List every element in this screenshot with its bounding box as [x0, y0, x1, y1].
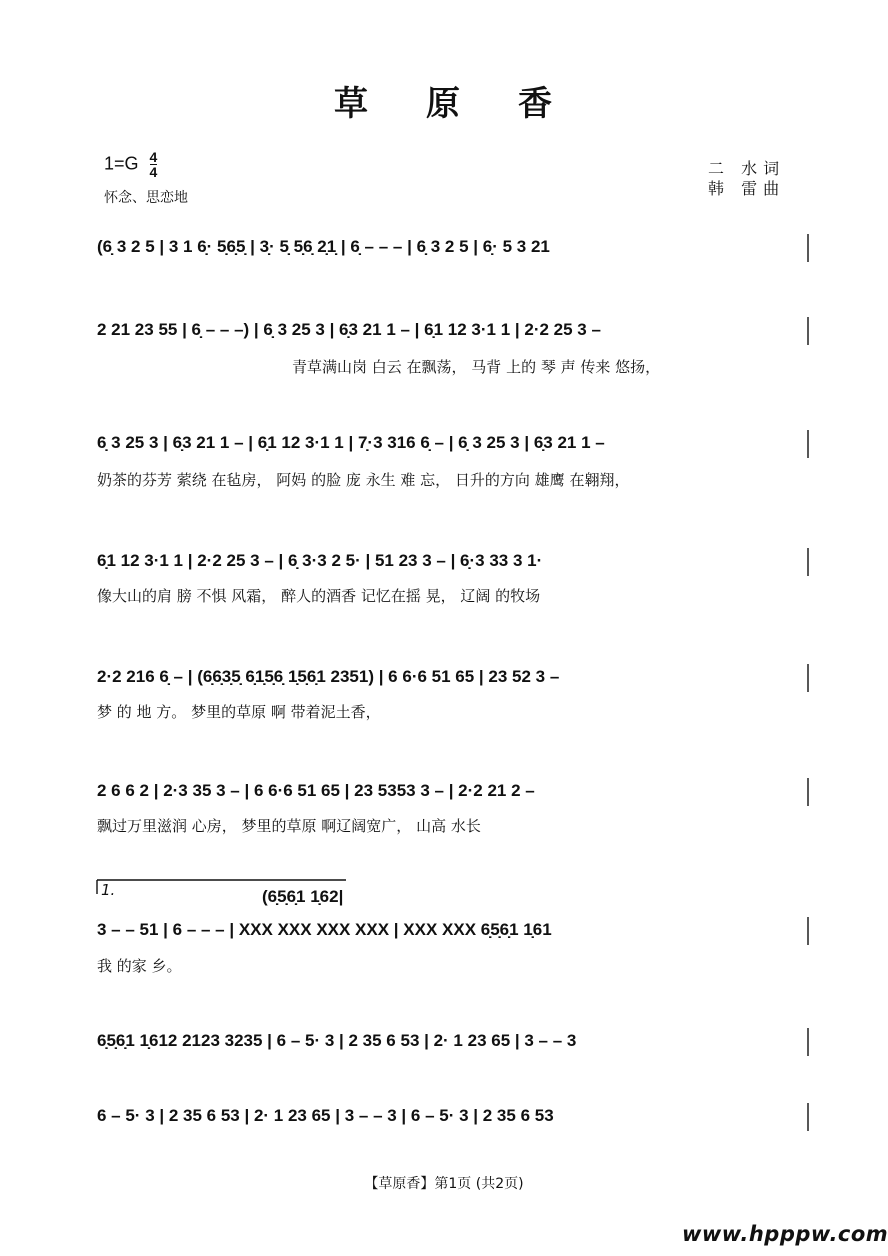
notes-line-7: 3 – – 51 | 6 – – – | XXX XXX XXX XXX | XXX XXX 6̣5̣6̣1 1̣61 [97, 920, 552, 939]
title-char-3: 香 [518, 84, 554, 124]
score-line-6 [97, 778, 808, 835]
notes-line-9: 6 – 5· 3 | 2 35 6 53 | 2· 1 23 65 | 3 – – 3 | 6 – 5· 3 | 2 35 6 53 [97, 1106, 554, 1125]
lyrics-line-7: 我 的家 乡。 [97, 957, 182, 975]
lyrics-line-2: 青草满山岗 白云 在飘荡， 马背 上的 琴 声 传来 悠扬， [292, 358, 661, 376]
score-line-1 [97, 234, 808, 262]
time-signature-top: 4 [149, 149, 158, 165]
score-line-2 [97, 317, 808, 376]
notes-line-5: 2·2 216 6̣ – | (6̣6̣3̣5̣ 6̣1̣5̣6̣ 1̣5̣6̣1 2351) | 6 6·6 51 65 | 23 52 3 – [97, 667, 560, 686]
expression-mark: 怀念、思恋地 [104, 190, 188, 206]
composer-credit: 韩 雷曲 [708, 179, 786, 198]
lyrics-line-5: 梦 的 地 方。 梦里的草原 啊 带着泥土香， [97, 703, 381, 721]
lyrics-line-6: 飘过万里滋润 心房， 梦里的草原 啊辽阔宽广， 山高 水长 [97, 817, 481, 835]
notes-line-3: 6̣ 3 25 3 | 6̣3 21 1 – | 6̣1 12 3·1 1 | 7̣·3 316 6̣ – | 6̣ 3 25 3 | 6̣3 21 1 – [97, 433, 605, 452]
score-line-9 [97, 1103, 808, 1131]
lyrics-line-4: 像大山的肩 膀 不惧 风霜， 醉人的酒香 记忆在摇 晃， 辽阔 的牧场 [97, 587, 541, 605]
notes-line-6: 2 6 6 2 | 2·3 35 3 – | 6 6·6 51 65 | 23 5353 3 – | 2·2 21 2 – [97, 781, 535, 800]
notes-line-1: (6̣ 3 2 5 | 3 1 6̣· 5̣6̣5̣ | 3̣· 5̣ 5̣6̣ 2̣1̣ | 6̣ – – – | 6̣ 3 2 5 | 6̣· 5 3 21 [97, 237, 550, 256]
lyrics-line-3: 奶茶的芬芳 萦绕 在毡房， 阿妈 的脸 庞 永生 难 忘， 日升的方向 雄鹰 在翱翔， [97, 471, 630, 489]
score-line-3 [97, 430, 808, 489]
watermark: www.hpppw.com [682, 1222, 888, 1246]
bracket-phrase: (6̣5̣6̣1 1̣62| [262, 887, 344, 906]
title-char-2: 原 [426, 84, 462, 124]
score-line-8 [97, 1028, 808, 1056]
title-char-1: 草 [334, 84, 370, 124]
key-label: 1=G [104, 153, 139, 174]
volta-number: 1. [101, 881, 116, 899]
lyricist-credit: 二 水词 [708, 159, 786, 178]
score-line-7 [97, 880, 808, 975]
notes-line-4: 6̣1 12 3·1 1 | 2·2 25 3 – | 6̣ 3·3 2 5· | 51 23 3 – | 6̣·3 33 3 1· [97, 551, 543, 570]
notes-line-2: 2 21 23 55 | 6̣ – – –) | 6̣ 3 25 3 | 6̣3 21 1 – | 6̣1 12 3·1 1 | 2·2 25 3 – [97, 320, 601, 339]
score-line-4 [97, 548, 808, 605]
page-footer: 【草原香】第1页 (共2页) [364, 1176, 524, 1192]
time-signature-bottom: 4 [149, 164, 158, 180]
notes-line-8: 6̣5̣6̣1 1̣612 2123 3235 | 6 – 5· 3 | 2 35 6 53 | 2· 1 23 65 | 3 – – 3 [97, 1031, 577, 1050]
score-line-5 [97, 664, 808, 721]
